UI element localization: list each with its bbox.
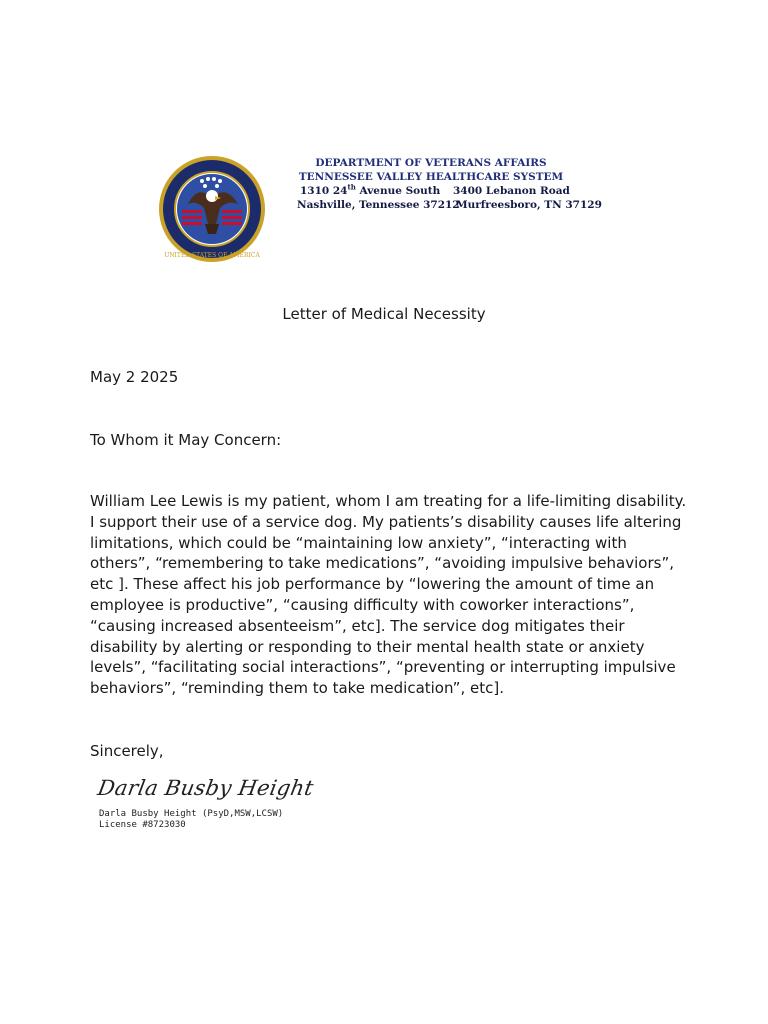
closing: Sincerely,	[90, 742, 164, 760]
salutation: To Whom it May Concern:	[90, 431, 282, 449]
letterhead-org-line2: TENNESSEE VALLEY HEALTHCARE SYSTEM	[298, 171, 564, 183]
letterhead	[296, 156, 602, 212]
va-seal-graphic	[158, 154, 266, 264]
handwritten-signature: Darla Busby Height	[95, 776, 316, 800]
address-city-nashville: Nashville, Tennessee 37212	[297, 199, 460, 211]
address-city-murfreesboro: Murfreesboro, TN 37129	[456, 199, 602, 211]
signature-name-line: Darla Busby Height (PsyD,MSW,LCSW)	[99, 809, 284, 819]
letterhead-org-line1: DEPARTMENT OF VETERANS AFFAIRS	[315, 157, 547, 169]
letter-title: Letter of Medical Necessity	[282, 305, 486, 323]
svg-text:UNITED STATES OF AMERICA: UNITED STATES OF AMERICA	[164, 252, 260, 259]
address-street-nashville: 1310 24th Avenue South	[300, 182, 441, 197]
letter-date: May 2 2025	[90, 368, 179, 386]
letterhead-address-row-2	[296, 198, 602, 212]
address-street-murfreesboro: 3400 Lebanon Road	[453, 185, 570, 197]
letterhead-address-row-1	[296, 184, 596, 198]
signature-license-line: License #8723030	[99, 820, 186, 830]
va-seal	[158, 154, 266, 264]
letter-body: William Lee Lewis is my patient, whom I am treating for a life-limiting disability. I support their use of a service dog. My patients’s disability causes life altering limitations, which could be “maintaining low anxiety”, “interacting with others”, “remembering to take medications”, “avoiding impulsive behaviors”, etc ]. These affect his job performance by “lowering the amount of time an employee is productive”, “causing difficulty with coworker interactions”, “causing increased absenteeism”, etc]. The service dog mitigates their disability by alerting or responding to their mental health state or anxiety levels”, “facilitating social interactions”, “preventing or interrupting impulsive behaviors”, “reminding them to take medication”, etc].	[90, 492, 687, 698]
